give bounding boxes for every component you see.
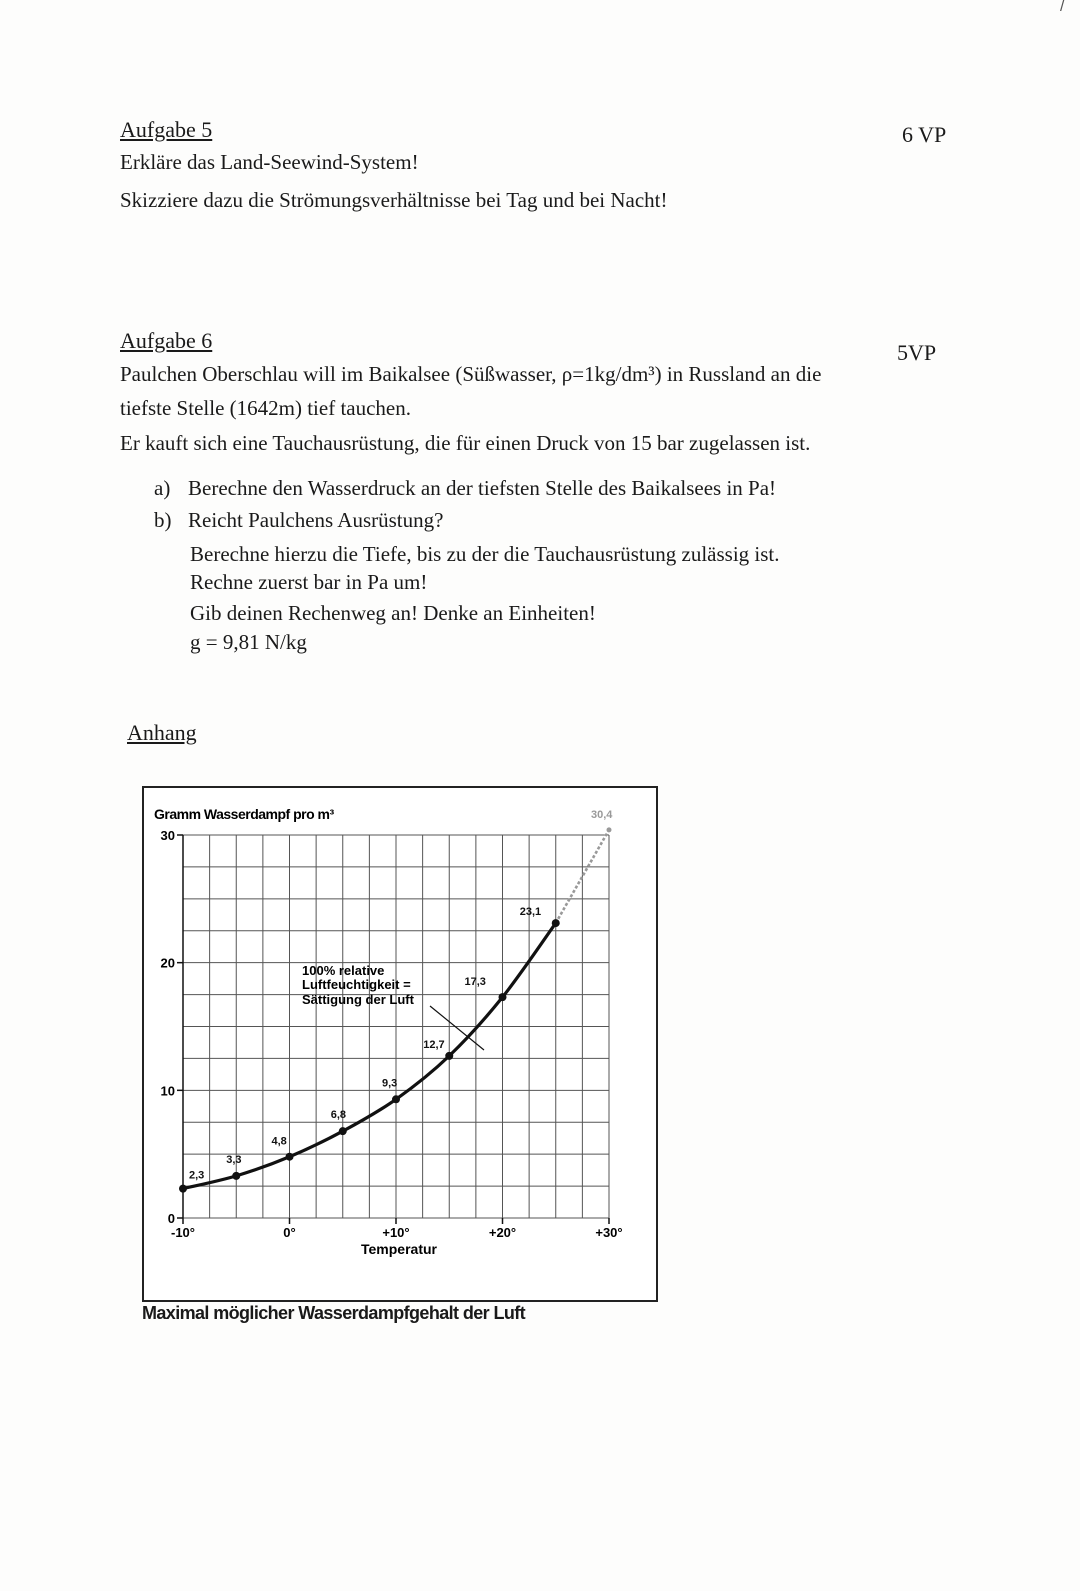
data-point <box>286 1153 294 1161</box>
task6-item-a <box>154 476 776 501</box>
task5-line-2: Skizziere dazu die Strömungsverhältnisse bei Tag und bei Nacht! <box>120 188 668 212</box>
task6-item-b <box>154 508 443 533</box>
item-a-label: a) <box>154 476 171 500</box>
task5-points: 6 VP <box>902 122 947 147</box>
chart-points <box>179 827 612 1192</box>
data-label: 30,4 <box>591 808 613 821</box>
task5-line-1: Erkläre das Land-Seewind-System! <box>120 150 419 174</box>
data-label: 6,8 <box>330 1109 347 1122</box>
task5-title: Aufgabe 5 <box>120 117 213 142</box>
b-detail-1: Berechne hierzu die Tiefe, bis zu der die Tauchausrüstung zulässig ist. <box>190 542 780 566</box>
annotation-line-3: Sättigung der Luft <box>302 992 414 1007</box>
y-tick-label: 20 <box>160 955 175 971</box>
data-point <box>392 1095 400 1103</box>
y-tick-label: 30 <box>160 828 175 843</box>
x-tick-label: -10° <box>171 1225 195 1240</box>
data-point <box>339 1127 347 1135</box>
y-tick-label: 0 <box>167 1211 175 1226</box>
data-point <box>445 1052 453 1060</box>
y-axis-label: Gramm Wasserdampf pro m³ <box>154 806 334 822</box>
chart-caption: Maximal möglicher Wasserdampfgehalt der Luft <box>142 1303 526 1323</box>
chart-frame <box>142 786 658 1302</box>
b-detail-4: g = 9,81 N/kg <box>190 630 307 654</box>
task6-intro-1: Paulchen Oberschlau will im Baikalsee (Süßwasser, ρ=1kg/dm³) in Russland an die <box>120 362 822 386</box>
appendix-title: Anhang <box>127 720 197 745</box>
water-vapor-chart <box>144 788 656 1300</box>
data-label: 4,8 <box>271 1135 287 1148</box>
task6-title: Aufgabe 6 <box>120 328 213 353</box>
x-tick-label: +20° <box>488 1225 517 1240</box>
data-label: 12,7 <box>423 1038 445 1051</box>
annotation-line-2: Luftfeuchtigkeit = <box>302 977 411 992</box>
curve-annotation <box>302 963 484 1050</box>
data-point <box>179 1185 187 1193</box>
b-detail-2: Rechne zuerst bar in Pa um! <box>190 570 428 594</box>
item-a-text: Berechne den Wasserdruck an der tiefsten Stelle des Baikalsees in Pa! <box>188 476 777 500</box>
data-label: 23,1 <box>519 906 542 919</box>
data-point <box>499 993 507 1001</box>
x-tick-label: +10° <box>382 1225 410 1240</box>
y-tick-label: 10 <box>160 1083 175 1099</box>
annotation-line-1: 100% relative <box>302 963 385 978</box>
data-point <box>552 919 560 927</box>
data-label: 9,3 <box>382 1077 398 1090</box>
data-label: 17,3 <box>464 976 486 989</box>
chart-grid <box>183 835 609 1218</box>
data-label: 2,3 <box>189 1169 205 1182</box>
task6-intro-2: tiefste Stelle (1642m) tief tauchen. <box>120 396 411 420</box>
b-detail-3: Gib deinen Rechenweg an! Denke an Einheiten! <box>190 601 596 625</box>
data-label: 3,3 <box>226 1153 242 1166</box>
corner-pen-mark: / <box>1060 0 1065 15</box>
x-tick-label: +30° <box>595 1225 623 1240</box>
data-point <box>232 1172 240 1180</box>
item-b-text: Reicht Paulchens Ausrüstung? <box>188 508 444 532</box>
data-point <box>607 827 612 832</box>
item-b-label: b) <box>154 508 172 532</box>
task6-intro-3: Er kauft sich eine Tauchausrüstung, die für einen Druck von 15 bar zugelassen ist. <box>120 431 811 455</box>
task6-points: 5VP <box>897 340 937 365</box>
x-tick-label: 0° <box>283 1225 296 1240</box>
x-axis-label: Temperatur <box>361 1241 437 1257</box>
